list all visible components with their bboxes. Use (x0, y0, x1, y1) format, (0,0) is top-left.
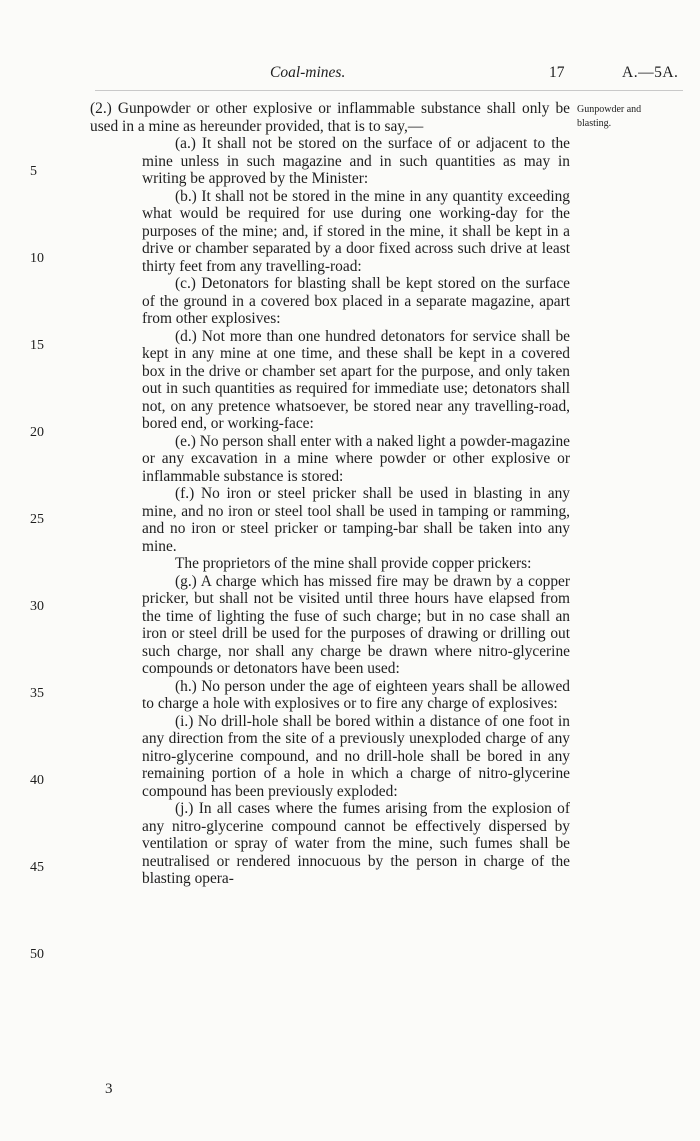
line-number: 5 (30, 164, 37, 179)
line-number: 45 (30, 860, 44, 875)
header-rule (95, 90, 683, 91)
paragraph-a: (a.) It shall not be stored on the surface of or adjacent to the mine unless in such magazine and in such quantities as may in writing be approved by the Minister: (142, 135, 570, 187)
paragraph-e: (e.) No person shall enter with a naked light a powder-magazine or any excavation in a mine where powder or other explosive or inflammable substance is stored: (142, 432, 571, 485)
paragraph-c: (c.) Detonators for blasting shall be kept stored on the surface of the ground in a covered box placed in a separate magazine, apart from other explosives: (142, 275, 570, 327)
page-header (0, 64, 700, 86)
line-number: 30 (30, 599, 44, 614)
paragraph-h: (h.) No person under the age of eighteen years shall be allowed to charge a hole with explosives or to fire any charge of explosives: (142, 677, 570, 712)
paragraph-f-continued: The proprietors of the mine shall provide copper prickers: (175, 555, 532, 572)
paragraph-g: (g.) A charge which has missed fire may be drawn by a copper pricker, but shall not be visited until three hours have elapsed from the time of lighting the fuse of such charge; but in no case shall an iron or steel drill be used for the purposes of drawing or drilling out such charge, nor shall any charge be drawn where nitro-glycerine compounds or detonators have been used: (142, 572, 570, 677)
line-number: 50 (30, 947, 44, 962)
paragraph-d: (d.) Not more than one hundred detonators for service shall be kept in any mine at one time, and these shall be kept in a covered box in the drive or chamber set apart for the purpose, and only taken out in such quantities as required for immediate use; detonators shall not, on any pretence whatsoever, be stored near any travelling-road, bored end, or working-face: (142, 327, 570, 432)
paper-code: A.—5A. (622, 64, 679, 81)
margin-note: Gunpowder and blasting. (577, 104, 642, 129)
line-number: 25 (30, 512, 44, 527)
paragraph-i: (i.) No drill-hole shall be bored within a distance of one foot in any direction from the site of a previously unexploded charge of any nitro-glycerine compound, and no drill-hole shall be bored in any remaining portion of a hole in which a charge of nitro-glycerine compound has been previously exploded: (142, 712, 570, 800)
line-number: 40 (30, 773, 44, 788)
paragraph-f: (f.) No iron or steel pricker shall be used in blasting in any mine, and no iron or steel tool shall be used in tamping or ramming, and no iron or steel pricker or tamping-bar shall be taken into any mine. (142, 485, 570, 555)
paragraph-j: (j.) In all cases where the fumes arising from the explosion of any nitro-glycerine compound cannot be effectively dispersed by ventilation or spray of water from the mine, such fumes shall be neutralised or rendered innocuous by the person in charge of the blasting opera- (142, 800, 570, 887)
line-number: 15 (30, 338, 44, 353)
signature-mark: 3 (105, 1081, 113, 1097)
line-number: 10 (30, 251, 44, 266)
line-number: 20 (30, 425, 44, 440)
page-number: 17 (549, 64, 565, 81)
paragraph-b: (b.) It shall not be stored in the mine in any quantity exceeding what would be required for use during one working-day for the purposes of the mine; and, if stored in the mine, it shall be kept in a drive or chamber separated by a door fixed across such drive at least thirty feet from any travelling-road: (142, 187, 570, 275)
body-text (90, 100, 570, 888)
paragraph-intro: (2.) Gunpowder or other explosive or inflammable substance shall only be used in a mine as hereunder provided, that is to say,— (90, 100, 570, 135)
line-number: 35 (30, 686, 44, 701)
running-title: Coal-mines. (270, 64, 346, 81)
